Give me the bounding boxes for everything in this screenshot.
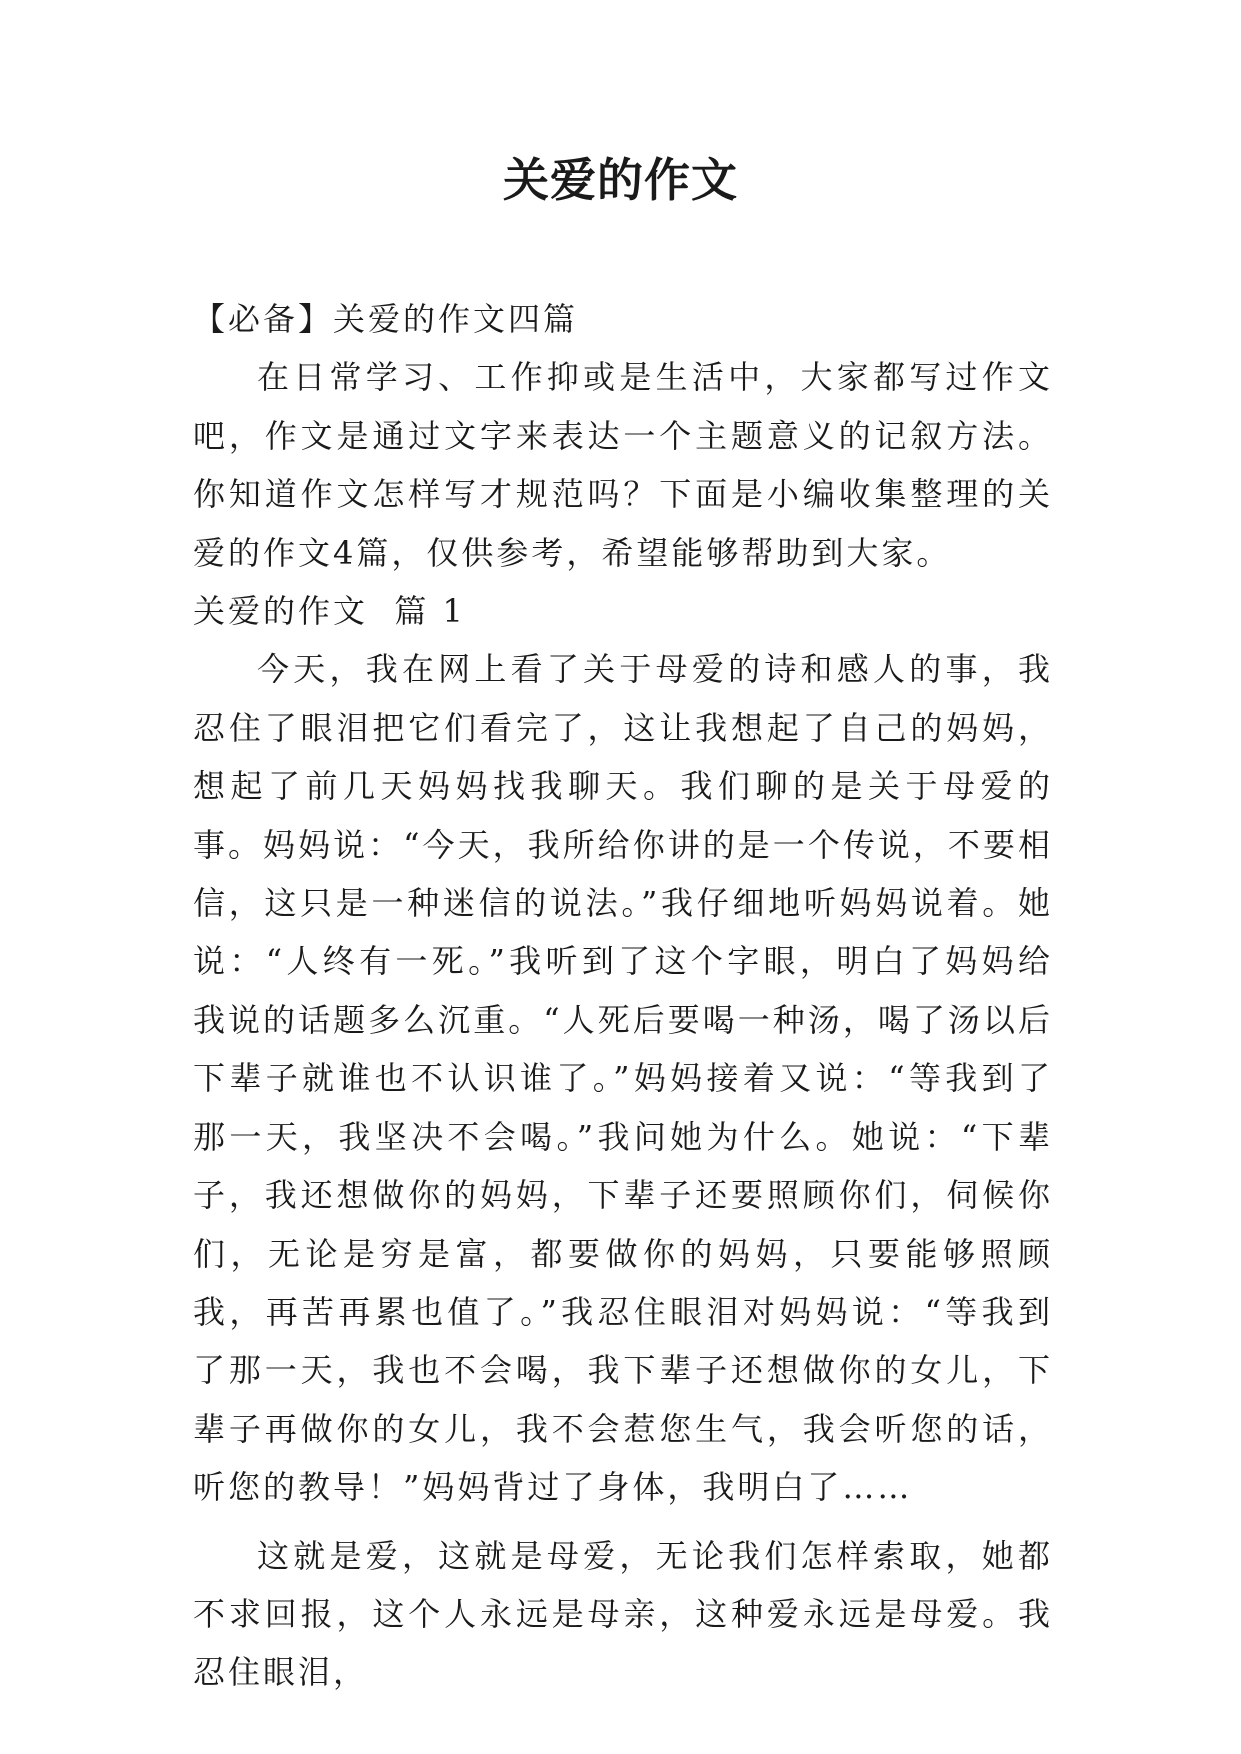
essay-paragraph-2: 这就是爱，这就是母爱，无论我们怎样索取，她都不求回报，这个人永远是母亲，这种爱永远是母爱。我忍住眼泪， [193, 1536, 1053, 1692]
document-subtitle: 【必备】关爱的作文四篇 [193, 300, 579, 338]
document-body [193, 290, 1053, 1702]
intro-paragraph: 在日常学习、工作抑或是生活中，大家都写过作文吧，作文是通过文字来表达一个主题意义的记叙方法。你知道作文怎样写才规范吗？下面是小编收集整理的关爱的作文4篇，仅供参考，希望能够帮助到大家。 [193, 358, 1053, 572]
document-title: 关爱的作文 [503, 153, 738, 207]
section-heading: 关爱的作文 篇 1 [193, 592, 466, 631]
essay-paragraph-1: 今天，我在网上看了关于母爱的诗和感人的事，我忍住了眼泪把它们看完了，这让我想起了自己的妈妈，想起了前几天妈妈找我聊天。我们聊的是关于母爱的事。妈妈说：“今天，我所给你讲的是一个传说，不要相信，这只是一种迷信的说法。”我仔细地听妈妈说着。她说：“人终有一死。”我听到了这个字眼，明白了妈妈给我说的话题多么沉重。“人死后要喝一种汤，喝了汤以后下辈子就谁也不认识谁了。”妈妈接着又说：“等我到了那一天，我坚决不会喝。”我问她为什么。她说：“下辈子，我还想做你的妈妈，下辈子还要照顾你们，伺候你们，无论是穷是富，都要做你的妈妈，只要能够照顾我，再苦再累也值了。”我忍住眼泪对妈妈说：“等我到了那一天，我也不会喝，我下辈子还想做你的女儿，下辈子再做你的女儿，我不会惹您生气，我会听您的话，听您的教导！”妈妈背过了身体，我明白了…… [193, 650, 1053, 1507]
